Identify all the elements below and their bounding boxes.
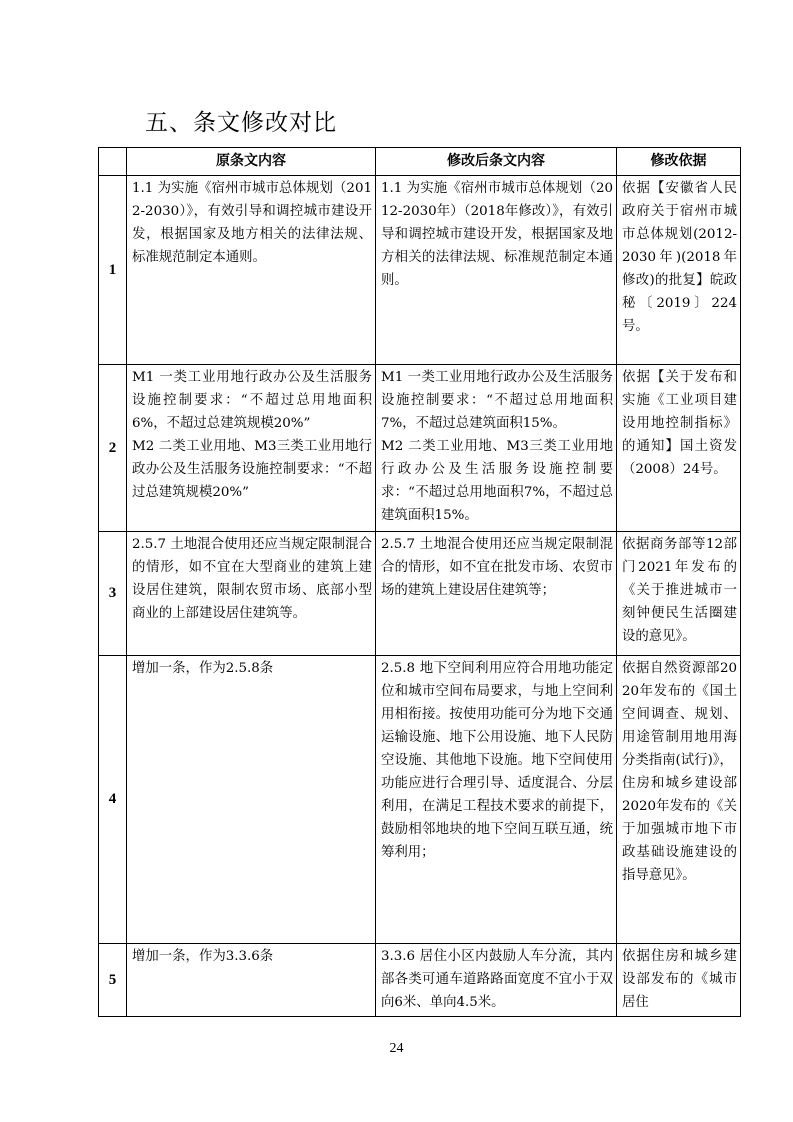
modified-text: 2.5.7 土地混合使用还应当规定限制混合的情形，如不宜在批发市场、农贸市场的建筑上建设居住建筑等； [381,537,613,598]
table-row [99,532,741,656]
table-row [99,365,741,532]
modified-cell [376,176,617,365]
basis-cell [617,365,741,532]
original-cell [127,532,376,656]
original-text: M1 一类工业用地行政办公及生活服务设施控制要求：“不超过总用地面积6%，不超过总建筑规模20%” M2 二类工业用地、M3三类工业用地行政办公及生活服务设施控制要求：“不超过总建筑规模20%” [132,370,372,500]
modified-cell [376,656,617,944]
modified-cell [376,532,617,656]
header-basis: 修改依据 [617,148,741,176]
basis-text: 依据【安徽省人民政府关于宿州市城市总体规划(2012-2030年)(2018年修改)的批复】皖政秘〔2019〕224号。 [622,181,737,334]
basis-text: 依据自然资源部2020年发布的《国土空间调查、规划、用途管制用地用海分类指南(试行)》， 住房和城乡建设部2020年发布的《关于加强城市地下市政基础设施建设的指导意见》。 [622,661,737,883]
original-cell [127,176,376,365]
header-original: 原条文内容 [127,148,376,176]
basis-cell [617,532,741,656]
basis-text: 依据【关于发布和实施《工业项目建设用地控制指标》的通知】国土资发（2008）24号。 [622,370,737,477]
modified-text: 2.5.8 地下空间利用应符合用地功能定位和城市空间布局要求，与地上空间利用相衔接。按使用功能可分为地下交通运输设施、地下公用设施、地下人民防空设施、其他地下设施。地下空间使用功能应进行合理引导、适度混合、分层利用，在满足工程技术要求的前提下，鼓励相邻地块的地下空间互联互通，统筹利用； [381,661,613,860]
modified-cell [376,944,617,1017]
table-row [99,944,741,1017]
original-text: 1.1 为实施《宿州市城市总体规划（2012-2030）》，有效引导和调控城市建设开发，根据国家及地方相关的法律法规、标准规范制定本通则。 [132,181,372,265]
original-cell [127,365,376,532]
row-number: 2 [99,365,127,532]
section-heading: 五、条文修改对比 [145,110,337,136]
header-modified: 修改后条文内容 [376,148,617,176]
original-text: 增加一条，作为2.5.8条 [132,661,274,676]
original-text: 2.5.7 土地混合使用还应当规定限制混合的情形，如不宜在大型商业的建筑上建设居住建筑，限制农贸市场、底部小型商业的上部建设居住建筑等。 [132,537,372,621]
basis-text: 依据商务部等12部门2021年发布的《关于推进城市一刻钟便民生活圈建设的意见》。 [622,537,737,644]
basis-cell [617,944,741,1017]
table-row [99,656,741,944]
row-number: 3 [99,532,127,656]
row-number: 1 [99,176,127,365]
modified-text: 1.1 为实施《宿州市城市总体规划（2012-2030年）（2018年修改）》，有效引导和调控城市建设开发，根据国家及地方相关的法律法规、标准规范制定本通则。 [381,181,613,288]
basis-cell [617,176,741,365]
modified-text: M1 一类工业用地行政办公及生活服务设施控制要求：“不超过总用地面积7%，不超过总建筑面积15%。 M2 二类工业用地、M3三类工业用地行政办公及生活服务设施控制要求：“不超过总用地面积7%，不超过总建筑面积15%。 [381,370,613,523]
header-number [99,148,127,176]
basis-text: 依据住房和城乡建设部发布的《城市居住 [622,949,737,1010]
modified-text: 3.3.6 居住小区内鼓励人车分流，其内部各类可通车道路路面宽度不宜小于双向6米、单向4.5米。 [381,949,613,1010]
table-row [99,176,741,365]
original-text: 增加一条，作为3.3.6条 [132,949,274,964]
table-header-row [99,148,741,176]
row-number: 5 [99,944,127,1017]
original-cell [127,656,376,944]
page-number: 24 [389,1041,404,1056]
original-cell [127,944,376,1017]
basis-cell [617,656,741,944]
row-number: 4 [99,656,127,944]
modified-cell [376,365,617,532]
revision-comparison-table [98,147,741,1017]
